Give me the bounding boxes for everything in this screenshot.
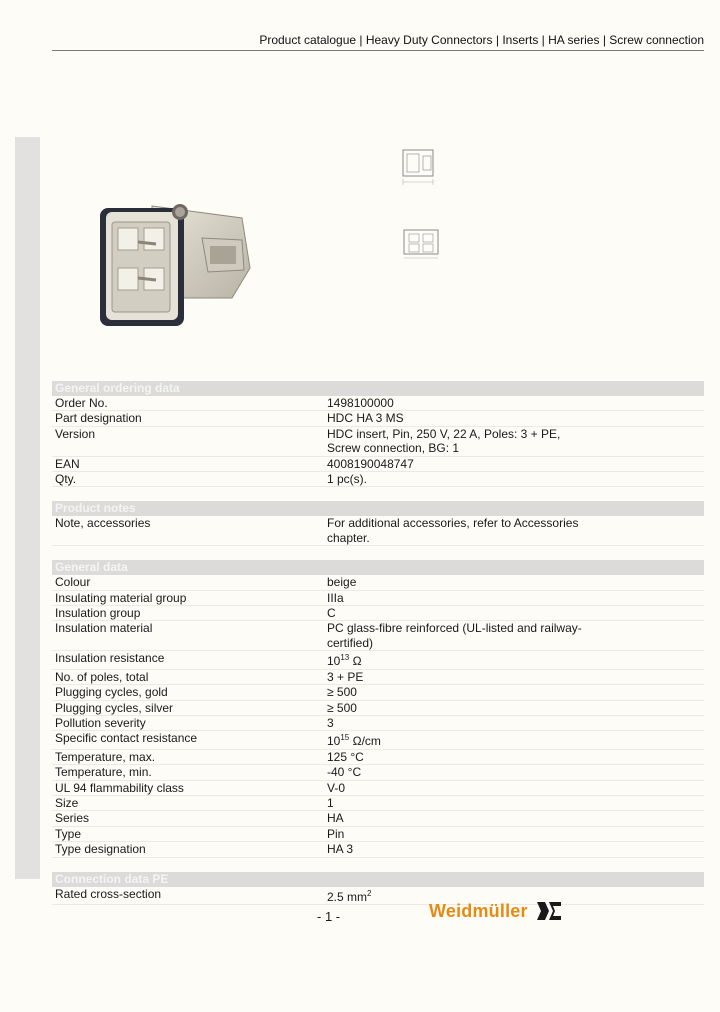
row-value: ≥ 500: [327, 685, 357, 700]
value-unit: Ω: [349, 654, 362, 669]
row-value: 125 °C: [327, 749, 364, 764]
weidmueller-mark-icon: [535, 899, 563, 923]
brand-logo: [429, 899, 563, 923]
section-header: Connection data PE: [52, 872, 704, 887]
row-value: Pin: [327, 826, 345, 841]
table-row: [52, 716, 704, 731]
row-value-line: certified): [327, 635, 374, 650]
table-row: [52, 651, 704, 669]
table-row: [52, 750, 704, 765]
value-base: 10: [327, 734, 341, 749]
row-value: V-0: [327, 780, 346, 795]
row-label: Colour: [55, 575, 91, 590]
row-label: Plugging cycles, silver: [55, 700, 174, 715]
side-bar: [15, 137, 40, 879]
table-row: [52, 701, 704, 716]
row-label: Insulation group: [55, 606, 141, 621]
table-row: [52, 621, 704, 651]
table-row: [52, 606, 704, 621]
table-row: [52, 781, 704, 796]
spec-table: [52, 381, 704, 905]
row-value: 4008190048747: [327, 456, 414, 471]
section-header: General ordering data: [52, 381, 704, 396]
table-row: [52, 731, 704, 749]
row-value-line: For additional accessories, refer to Accessories: [327, 516, 579, 531]
row-label: Part designation: [55, 411, 142, 426]
row-label: Plugging cycles, gold: [55, 685, 168, 700]
row-label: Insulation resistance: [55, 651, 165, 666]
row-value-line: chapter.: [327, 530, 370, 545]
row-label: Rated cross-section: [55, 886, 162, 901]
row-value: [327, 427, 704, 456]
table-row: [52, 457, 704, 472]
table-row: [52, 411, 704, 426]
row-label: Order No.: [55, 396, 108, 410]
row-value: 3: [327, 715, 334, 730]
row-value: [327, 516, 704, 545]
row-label: No. of poles, total: [55, 669, 149, 684]
row-label: Insulating material group: [55, 590, 187, 605]
table-row: [52, 887, 704, 905]
row-label: Size: [55, 795, 79, 810]
section-header: Product notes: [52, 501, 704, 516]
row-label: Pollution severity: [55, 715, 146, 730]
table-row: [52, 670, 704, 685]
value-exponent: 15: [340, 733, 350, 743]
row-label: Temperature, min.: [55, 765, 152, 780]
table-row: [52, 685, 704, 700]
table-row: [52, 516, 704, 546]
row-value: IIIa: [327, 590, 344, 605]
table-row: [52, 427, 704, 457]
row-label: EAN: [55, 456, 80, 471]
row-label: Qty.: [55, 472, 77, 487]
row-value: HA: [327, 811, 344, 826]
row-value: [327, 651, 704, 668]
row-value-line: Screw connection, BG: 1: [327, 441, 460, 456]
value-base: 2.5 mm: [327, 889, 368, 904]
row-label: Series: [55, 811, 90, 826]
dimension-drawing-front: [401, 226, 443, 262]
table-row: [52, 765, 704, 780]
row-value-line: HDC insert, Pin, 250 V, 22 A, Poles: 3 + PE,: [327, 426, 561, 441]
page-number: - 1 -: [317, 909, 341, 924]
table-row: [52, 842, 704, 857]
row-value: -40 °C: [327, 765, 362, 780]
row-label: Insulation material: [55, 621, 153, 636]
row-value-line: PC glass-fibre reinforced (UL-listed and railway-: [327, 621, 582, 636]
row-value: HA 3: [327, 842, 354, 857]
connector-insert-photo: [92, 198, 252, 330]
row-value: 1: [327, 795, 334, 810]
table-row: [52, 591, 704, 606]
table-row: [52, 472, 704, 487]
dimension-drawing-side: [399, 146, 441, 190]
row-label: Version: [55, 426, 96, 441]
logo-text: Weidmüller: [429, 900, 528, 921]
row-label: Specific contact resistance: [55, 731, 198, 746]
table-row: [52, 575, 704, 590]
table-row: [52, 796, 704, 811]
row-value: [327, 621, 704, 650]
row-value: ≥ 500: [327, 700, 357, 715]
row-value: C: [327, 606, 336, 621]
table-row: [52, 811, 704, 826]
row-value: HDC HA 3 MS: [327, 411, 404, 426]
section-header: General data: [52, 560, 704, 575]
row-label: Temperature, max.: [55, 749, 156, 764]
row-value: 1 pc(s).: [327, 472, 368, 487]
row-label: Type designation: [55, 842, 146, 857]
breadcrumb: Product catalogue | Heavy Duty Connectors | Inserts | HA series | Screw connection: [259, 33, 704, 47]
row-value: [327, 731, 704, 748]
value-base: 10: [327, 654, 341, 669]
row-value: beige: [327, 575, 357, 590]
table-row: [52, 827, 704, 842]
row-label: UL 94 flammability class: [55, 780, 184, 795]
row-value: 1498100000: [327, 396, 394, 410]
value-unit: Ω/cm: [349, 734, 381, 749]
row-label: Type: [55, 826, 82, 841]
row-value: 3 + PE: [327, 669, 364, 684]
table-row: [52, 396, 704, 411]
value-exponent: 2: [367, 888, 372, 898]
value-exponent: 13: [340, 653, 350, 663]
header-divider: [52, 50, 704, 51]
row-label: Note, accessories: [55, 516, 151, 531]
